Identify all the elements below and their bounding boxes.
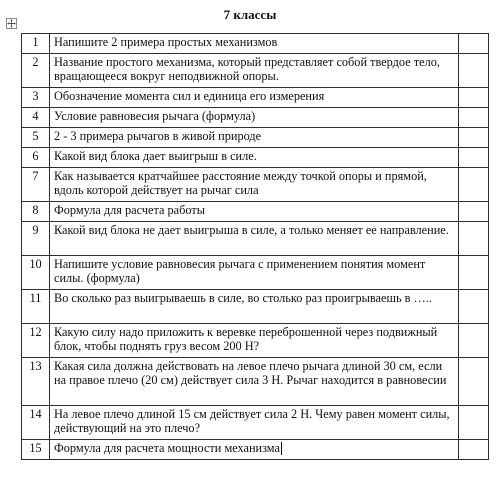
question-number: 1 <box>22 34 50 54</box>
page-title: 7 классы <box>223 7 277 22</box>
question-text-content: Напишите 2 примера простых механизмов <box>54 35 278 49</box>
question-number: 3 <box>22 88 50 108</box>
table-row <box>22 406 489 440</box>
table-row <box>22 222 489 256</box>
table-move-handle-icon[interactable] <box>6 18 17 29</box>
question-text-content: Название простого механизма, который представляет собой твердое тело, вращающееся вокруг неподвижной опоры. <box>54 55 440 84</box>
question-number: 11 <box>22 290 50 324</box>
table-row <box>22 34 489 54</box>
answer-cell[interactable] <box>459 54 489 88</box>
table-row <box>22 202 489 222</box>
question-text-content: Во сколько раз выигрываешь в силе, во столько раз проигрываешь в ….. <box>54 291 432 305</box>
question-text[interactable] <box>50 148 459 168</box>
question-number: 5 <box>22 128 50 148</box>
question-text[interactable] <box>50 168 459 202</box>
question-number: 2 <box>22 54 50 88</box>
question-number: 4 <box>22 108 50 128</box>
table-row <box>22 324 489 358</box>
question-text[interactable] <box>50 222 459 256</box>
question-number: 15 <box>22 440 50 460</box>
question-text[interactable] <box>50 406 459 440</box>
answer-cell[interactable] <box>459 222 489 256</box>
table-row <box>22 168 489 202</box>
question-text[interactable] <box>50 324 459 358</box>
text-cursor <box>281 442 282 455</box>
answer-cell[interactable] <box>459 358 489 406</box>
table-row <box>22 290 489 324</box>
answer-cell[interactable] <box>459 88 489 108</box>
question-text-content: Формула для расчета мощности механизма <box>54 441 280 455</box>
question-text[interactable] <box>50 256 459 290</box>
question-text[interactable] <box>50 108 459 128</box>
question-text-content: Условие равновесия рычага (формула) <box>54 109 256 123</box>
question-number: 6 <box>22 148 50 168</box>
question-text[interactable] <box>50 358 459 406</box>
question-text-content: На левое плечо длиной 15 см действует сила 2 Н. Чему равен момент силы, действующий на это плечо? <box>54 407 450 436</box>
table-row <box>22 440 489 460</box>
questions-table <box>21 33 489 460</box>
answer-cell[interactable] <box>459 440 489 460</box>
question-text-content: Напишите условие равновесия рычага с применением понятия момент силы. (формула) <box>54 257 426 286</box>
question-number: 10 <box>22 256 50 290</box>
question-text-content: Формула для расчета работы <box>54 203 206 217</box>
move-arrows-icon <box>7 19 16 28</box>
question-text[interactable] <box>50 440 459 460</box>
table-row <box>22 108 489 128</box>
question-number: 12 <box>22 324 50 358</box>
question-text[interactable] <box>50 128 459 148</box>
question-text[interactable] <box>50 54 459 88</box>
table-row <box>22 54 489 88</box>
answer-cell[interactable] <box>459 128 489 148</box>
question-text-content: Какая сила должна действовать на левое плечо рычага длиной 30 см, если на правое плечо (20 см) действует сила 3 Н. Рычаг находится в равновесии <box>54 359 447 388</box>
question-number: 7 <box>22 168 50 202</box>
answer-cell[interactable] <box>459 148 489 168</box>
answer-cell[interactable] <box>459 34 489 54</box>
question-text-content: Обозначение момента сил и единица его измерения <box>54 89 325 103</box>
question-number: 14 <box>22 406 50 440</box>
question-text-content: Какой вид блока не дает выигрыша в силе, а только меняет ее направление. <box>54 223 449 237</box>
table-row <box>22 358 489 406</box>
question-number: 13 <box>22 358 50 406</box>
question-text-content: 2 - 3 примера рычагов в живой природе <box>54 129 262 143</box>
question-text[interactable] <box>50 290 459 324</box>
question-text-content: Как называется кратчайшее расстояние между точкой опоры и прямой, вдоль которой действует на рычаг сила <box>54 169 427 198</box>
answer-cell[interactable] <box>459 290 489 324</box>
table-row <box>22 148 489 168</box>
table-row <box>22 88 489 108</box>
answer-cell[interactable] <box>459 108 489 128</box>
answer-cell[interactable] <box>459 256 489 290</box>
question-number: 9 <box>22 222 50 256</box>
answer-cell[interactable] <box>459 202 489 222</box>
question-text-content: Какой вид блока дает выигрыш в силе. <box>54 149 257 163</box>
table-row <box>22 128 489 148</box>
answer-cell[interactable] <box>459 168 489 202</box>
answer-cell[interactable] <box>459 324 489 358</box>
table-row <box>22 256 489 290</box>
question-text[interactable] <box>50 202 459 222</box>
question-text[interactable] <box>50 88 459 108</box>
answer-cell[interactable] <box>459 406 489 440</box>
question-text-content: Какую силу надо приложить к веревке переброшенной через подвижный блок, чтобы поднять груз весом 200 Н? <box>54 325 438 354</box>
question-number: 8 <box>22 202 50 222</box>
question-text[interactable] <box>50 34 459 54</box>
